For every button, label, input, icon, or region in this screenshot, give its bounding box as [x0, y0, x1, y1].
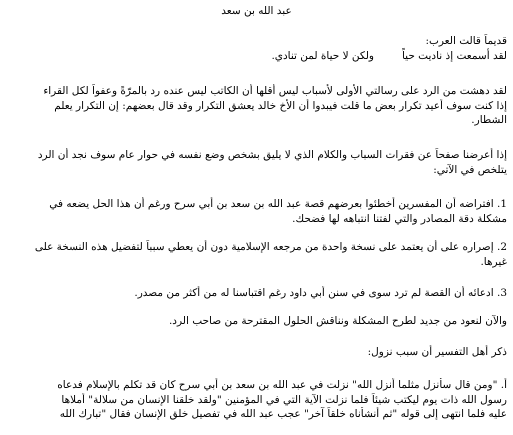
paragraph-line: ذكر أهل التفسير أن سبب نزول: — [367, 346, 507, 358]
point-3 — [6, 286, 507, 301]
verse-second-hemistich: ولكن لا حياة لمن تنادي. — [271, 49, 374, 62]
point-line: عليه فلما انتهى إلى قوله "ثم أنشأناه خلقاً آخر" عجب عبد الله في تفصيل خلق الإنسان فقال "تبارك الله — [59, 408, 507, 420]
point-line: مشكلة دقة المصادر والتي لفتنا انتباهه لها فضحك. — [292, 212, 507, 225]
paragraph-4 — [6, 345, 507, 360]
point-line: رسول الله ذات يوم ليكتب شيئاً فلما نزلت الآية التي في المؤمنين "ولقد خلقنا الإنسان من سلالة" أملاها — [61, 393, 507, 406]
point-2 — [6, 240, 507, 269]
point-line: 1. افتراضه أن المفسرين أخطئوا بعرضهم قصة عبد الله بن سعد بن أبي سرح ورغم أن هذا الحل يضعه في — [49, 198, 507, 210]
paragraph-line: يتلخص في الآتي: — [433, 163, 507, 176]
paragraph-line: الشطار. — [471, 114, 507, 126]
paragraph-1 — [6, 84, 507, 128]
point-line: غيرها. — [480, 255, 507, 268]
paragraph-line: إذا كنت سوف أعيد تكرار بعض ما قلت فيبدوا أن الأخ خالد يعشق التكرار وقد قال بعضهم: إن التكرار يعلم — [54, 99, 507, 112]
point-line: 3. ادعائه أن القصة لم ترد سوى في سنن أبي داود رغم اقتباسنا له من أكثر من مصدر. — [134, 287, 507, 299]
point-a — [6, 378, 507, 422]
paragraph-3 — [6, 314, 507, 329]
paragraph-2 — [6, 148, 507, 177]
intro-block — [6, 34, 507, 63]
poem-verse — [6, 49, 507, 64]
verse-first-hemistich: لقد أسمعت إذ ناديت حياً — [401, 49, 507, 62]
paragraph-line: والآن لنعود من جديد لطرح المشكلة ونناقش الحلول المقترحة من صاحب الرد. — [168, 315, 507, 327]
point-line: أ. "ومن قال سأنزل مثلما أنزل الله" نزلت في عبد الله بن سعد بن أبي سرح كان قد تكلم بالإسلام فدعاه — [57, 379, 507, 391]
point-line: 2. إصراره على أن يعتمد على نسخة واحدة من مرجعه الإسلامية دون أن يعطي سبباً لتفضيل هذه النسخة على — [34, 241, 507, 253]
paragraph-line: إذا أعرضنا صفحاً عن فقرات السباب والكلام الذي لا يليق بشخص وضع نفسه في حوار عام سوف نجد أن الرد — [37, 149, 507, 161]
point-1 — [6, 197, 507, 226]
document-title: عبد الله بن سعد — [221, 5, 292, 17]
paragraph-line: لقد دهشت من الرد على رسالتي الأولى لأسباب ليس أقلها أن الكاتب ليس عنده رد بالمرّةً وعفواً لكل القراء — [43, 85, 507, 97]
intro-line: قديماً قالت العرب: — [425, 35, 507, 47]
